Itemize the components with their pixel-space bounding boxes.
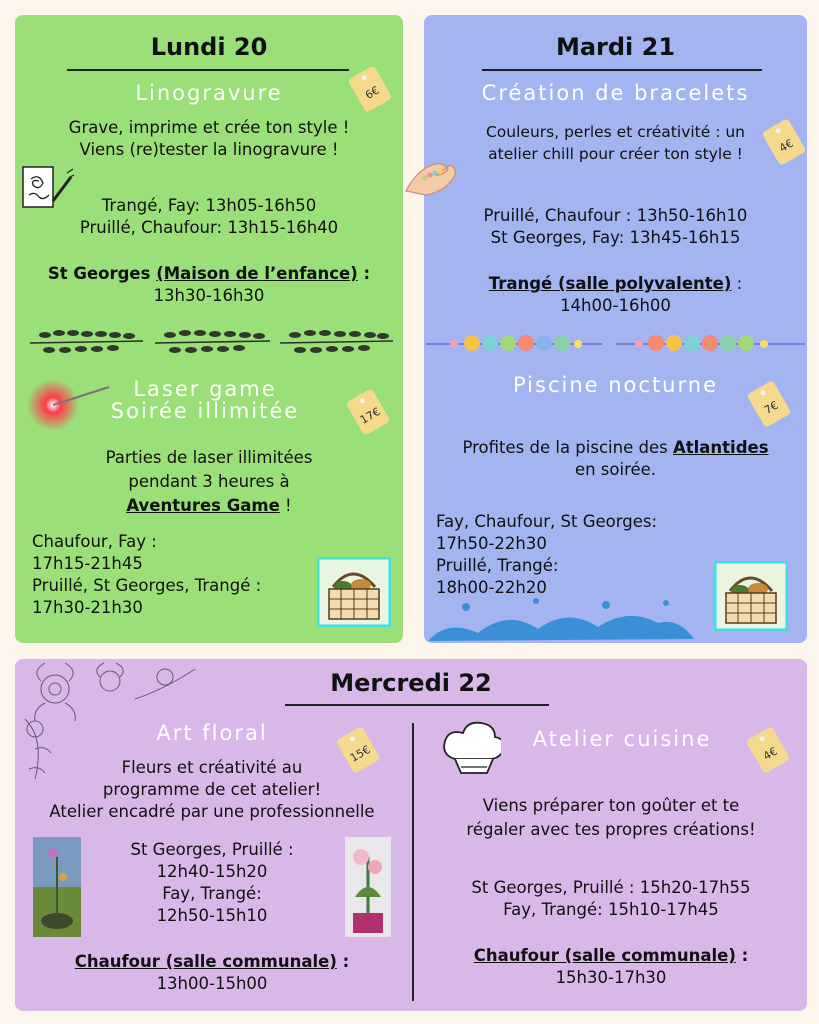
linogravure-price-tag	[348, 65, 393, 113]
floral-desc-2: programme de cet atelier!	[102, 780, 322, 799]
wednesday-title-rule	[285, 704, 549, 706]
floral-sched-1: St Georges, Pruillé :	[130, 840, 294, 859]
floral-sched-4: 12h50-15h10	[156, 906, 268, 925]
linogravure-sched-3	[15, 263, 403, 285]
bracelets-price: 4€	[776, 136, 796, 155]
linogravure-sched-1: Trangé, Fay: 13h05-16h50	[101, 196, 317, 215]
wednesday-column-divider	[412, 723, 414, 1001]
picnic-basket-icon	[317, 557, 391, 627]
bead-strand-icon	[424, 331, 807, 357]
bracelets-desc-1: Couleurs, perles et créativité : un	[485, 123, 746, 141]
laser-sched-1: Chaufour, Fay :	[32, 532, 157, 551]
bracelets-desc-2: atelier chill pour créer ton style !	[488, 145, 743, 163]
bracelets-sched-3	[424, 273, 807, 295]
floral-sched-2: 12h40-15h20	[156, 862, 268, 881]
cuisine-desc-2: régaler avec tes propres créations!	[466, 820, 756, 839]
cuisine-sched-3-suffix: :	[735, 946, 749, 965]
bracelets-sched-2: St Georges, Fay: 13h45-16h15	[490, 228, 741, 247]
linogravure-sched-3-place: (Maison de l’enfance)	[156, 264, 358, 283]
piscine-sched-4: 18h00-22h20	[436, 578, 547, 597]
laser-price: 17€	[357, 404, 383, 427]
linogravure-desc-1: Grave, imprime et crée ton style !	[68, 118, 350, 137]
linogravure-sched-3-prefix: St Georges	[47, 264, 157, 283]
cuisine-price: 4€	[760, 744, 780, 763]
piscine-desc-1-place: Atlantides	[672, 438, 769, 457]
bracelets-sched-3-place: Trangé (salle polyvalente)	[488, 274, 732, 293]
laser-sched-4: 17h30-21h30	[32, 598, 143, 617]
floral-sched-5	[15, 951, 409, 973]
cuisine-sched-2: Fay, Trangé: 15h10-17h45	[503, 900, 719, 919]
piscine-price: 7€	[761, 398, 781, 417]
monday-day-title: Lundi 20	[150, 33, 268, 61]
water-splash-icon	[426, 593, 696, 643]
bracelets-title: Création de bracelets	[481, 81, 750, 105]
floral-desc-3: Atelier encadré par une professionnelle	[49, 802, 375, 821]
monday-title-rule	[67, 69, 349, 71]
laser-sched-2: 17h15-21h45	[32, 554, 143, 573]
linogravure-price: 6€	[362, 83, 382, 102]
laser-desc-3	[15, 495, 403, 517]
cuisine-sched-3-place: Chaufour (salle communale)	[473, 946, 736, 965]
floral-sched-5-place: Chaufour (salle communale)	[74, 952, 337, 971]
floral-title: Art floral	[156, 721, 268, 745]
tuesday-day-title: Mardi 21	[555, 33, 676, 61]
bracelets-sched-4: 14h00-16h00	[560, 296, 671, 315]
wednesday-day-title: Mercredi 22	[330, 669, 492, 697]
laser-desc-2: pendant 3 heures à	[128, 472, 290, 491]
cuisine-sched-4: 15h30-17h30	[555, 968, 667, 987]
bracelets-sched-1: Pruillé, Chaufour : 13h50-16h10	[483, 206, 748, 225]
chef-hat-icon	[439, 719, 501, 777]
linogravure-sched-3-suffix: :	[357, 264, 371, 283]
fern-garland-icon	[25, 321, 395, 361]
tuesday-panel	[424, 15, 807, 643]
laser-desc-3-suffix: !	[279, 496, 292, 515]
linogravure-title: Linogravure	[135, 81, 283, 105]
linogravure-sched-4: 13h30-16h30	[153, 286, 265, 305]
wednesday-panel	[15, 659, 807, 1011]
cuisine-price-tag	[746, 726, 791, 774]
floral-sched-6: 13h00-15h00	[156, 974, 268, 993]
laser-desc-3-place: Aventures Game	[126, 496, 280, 515]
piscine-title: Piscine nocturne	[512, 373, 718, 397]
floral-sched-3: Fay, Trangé:	[162, 884, 262, 903]
cuisine-title: Atelier cuisine	[532, 727, 712, 751]
picnic-basket-icon-2	[714, 561, 788, 631]
laser-title-2: Soirée illimitée	[110, 399, 300, 423]
cuisine-desc-1: Viens préparer ton goûter et te	[482, 796, 740, 815]
linogravure-desc-2: Viens (re)tester la linogravure !	[79, 140, 339, 159]
laser-desc-1: Parties de laser illimitées	[105, 448, 313, 467]
floral-sched-5-suffix: :	[336, 952, 350, 971]
piscine-desc-2: en soirée.	[574, 460, 657, 479]
laser-title-1: Laser game	[133, 377, 277, 401]
cuisine-sched-3	[415, 945, 807, 967]
piscine-sched-1: Fay, Chaufour, St Georges:	[436, 512, 658, 531]
bracelets-sched-3-suffix: :	[731, 274, 743, 293]
cuisine-sched-1: St Georges, Pruillé : 15h20-17h55	[471, 878, 751, 897]
monday-panel	[15, 15, 403, 643]
laser-sched-3: Pruillé, St Georges, Trangé :	[32, 576, 262, 595]
piscine-sched-3: Pruillé, Trangé:	[436, 556, 559, 575]
floral-price: 15€	[347, 742, 373, 765]
floral-desc-1: Fleurs et créativité au	[121, 758, 303, 777]
linogravure-sched-2: Pruillé, Chaufour: 13h15-16h40	[79, 218, 339, 237]
tuesday-title-rule	[482, 69, 762, 71]
piscine-sched-2: 17h50-22h30	[436, 534, 547, 553]
piscine-desc-1-prefix: Profites de la piscine des	[462, 438, 673, 457]
piscine-desc-1	[424, 437, 807, 459]
